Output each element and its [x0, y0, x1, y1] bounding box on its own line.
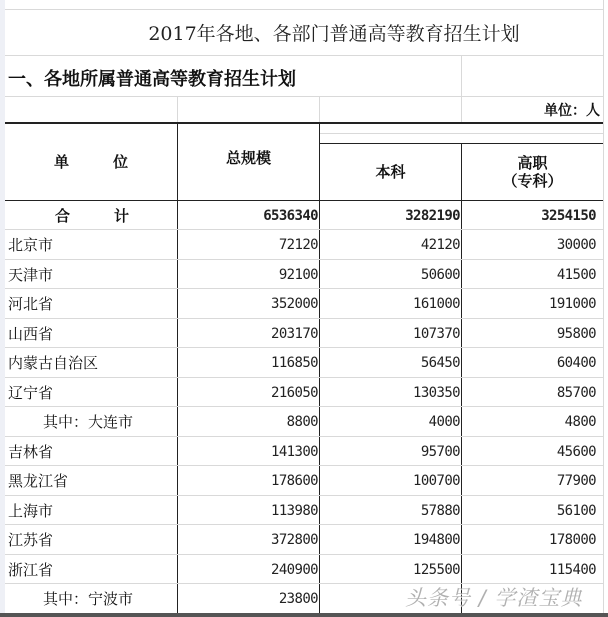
gridline	[461, 55, 462, 123]
table-row	[5, 407, 603, 436]
cell-total-scale: 203170	[271, 325, 318, 342]
cell-vocational: 41500	[556, 266, 596, 283]
header-undergraduate: 本科	[375, 163, 406, 181]
cell-vocational: 30000	[556, 236, 596, 253]
header-vocational-line2: （专科）	[502, 172, 563, 190]
unit-label: 单位：人	[544, 103, 600, 119]
cell-undergraduate: 107370	[413, 325, 460, 342]
cell-undergraduate: 57880	[420, 502, 460, 519]
header-unit-char-a: 单	[53, 153, 69, 171]
page-title: 2017年各地、各部门普通高等教育招生计划	[148, 22, 520, 45]
cell-total-scale: 216050	[271, 384, 318, 401]
table-row	[5, 466, 603, 495]
cell-vocational: 56100	[556, 502, 596, 519]
row-label	[8, 201, 176, 230]
cell-undergraduate: 95700	[420, 443, 460, 460]
row-label: 吉林省	[8, 443, 54, 461]
cell-total-scale: 116850	[271, 354, 318, 371]
cell-vocational: 85700	[556, 384, 596, 401]
cell-undergraduate: 42120	[420, 236, 460, 253]
header-vocational	[462, 144, 603, 200]
cell-total-scale: 372800	[271, 531, 318, 548]
table-row	[5, 319, 603, 348]
row-label: 黑龙江省	[8, 472, 69, 490]
cell-undergraduate: 161000	[413, 295, 460, 312]
cell-undergraduate: 56450	[420, 354, 460, 371]
total-label-a: 合	[54, 207, 70, 225]
table-row	[5, 555, 603, 584]
cell-total-scale: 92100	[278, 266, 318, 283]
table-row	[5, 437, 603, 466]
row-label: 北京市	[8, 236, 54, 254]
gridline	[603, 0, 604, 613]
cell-vocational: 178000	[549, 531, 596, 548]
header-unit	[5, 124, 177, 200]
cell-vocational: 77900	[556, 472, 596, 489]
table-row	[5, 496, 603, 525]
row-label: 河北省	[8, 295, 54, 313]
row-label: 浙江省	[8, 561, 54, 579]
gridline	[319, 96, 320, 123]
row-label: 江苏省	[8, 531, 54, 549]
row-label: 天津市	[8, 266, 54, 284]
cell-undergraduate: 194800	[413, 531, 460, 548]
cell-total-scale: 72120	[278, 236, 318, 253]
gridline	[5, 96, 603, 97]
table-row	[5, 289, 603, 318]
row-label: 辽宁省	[8, 384, 54, 402]
row-label: 内蒙古自治区	[8, 354, 99, 372]
table-row	[5, 525, 603, 554]
cell-vocational: 4800	[564, 413, 596, 430]
cell-total-scale: 240900	[271, 561, 318, 578]
row-label: 其中：宁波市	[43, 590, 134, 608]
cell-undergraduate: 50600	[420, 266, 460, 283]
cell-vocational: 60400	[556, 354, 596, 371]
row-label: 其中：大连市	[43, 413, 134, 431]
row-label: 上海市	[8, 502, 54, 520]
header-total-scale: 总规模	[225, 149, 271, 167]
watermark: 头条号 / 学渣宝典	[405, 586, 583, 610]
cell-vocational: 115400	[549, 561, 596, 578]
cell-total-scale: 6536340	[263, 207, 318, 224]
cell-vocational: 191000	[549, 295, 596, 312]
gridline	[320, 133, 603, 134]
row-label: 山西省	[8, 325, 54, 343]
table-row	[5, 378, 603, 407]
table-row	[5, 230, 603, 259]
window-bottom-edge	[0, 613, 608, 617]
cell-total-scale: 352000	[271, 295, 318, 312]
cell-total-scale: 23800	[278, 590, 318, 607]
cell-undergraduate: 125500	[413, 561, 460, 578]
cell-vocational: 95800	[556, 325, 596, 342]
cell-undergraduate: 130350	[413, 384, 460, 401]
cell-total-scale: 178600	[271, 472, 318, 489]
cell-total-scale: 113980	[271, 502, 318, 519]
cell-undergraduate: 100700	[413, 472, 460, 489]
header-vocational-line1: 高职	[517, 154, 548, 172]
table-row	[5, 260, 603, 289]
cell-total-scale: 8800	[286, 413, 318, 430]
table-row-total	[5, 201, 603, 230]
header-unit-char-b: 位	[113, 153, 129, 171]
cell-undergraduate: 4000	[428, 413, 460, 430]
gridline	[5, 55, 603, 56]
cell-vocational: 45600	[556, 443, 596, 460]
cell-total-scale: 141300	[271, 443, 318, 460]
total-label-b: 计	[114, 207, 130, 225]
section-title: 一、各地所属普通高等教育招生计划	[8, 69, 296, 90]
table-row	[5, 348, 603, 377]
cell-undergraduate: 3282190	[405, 207, 460, 224]
cell-vocational: 3254150	[541, 207, 596, 224]
gridline	[177, 96, 178, 123]
